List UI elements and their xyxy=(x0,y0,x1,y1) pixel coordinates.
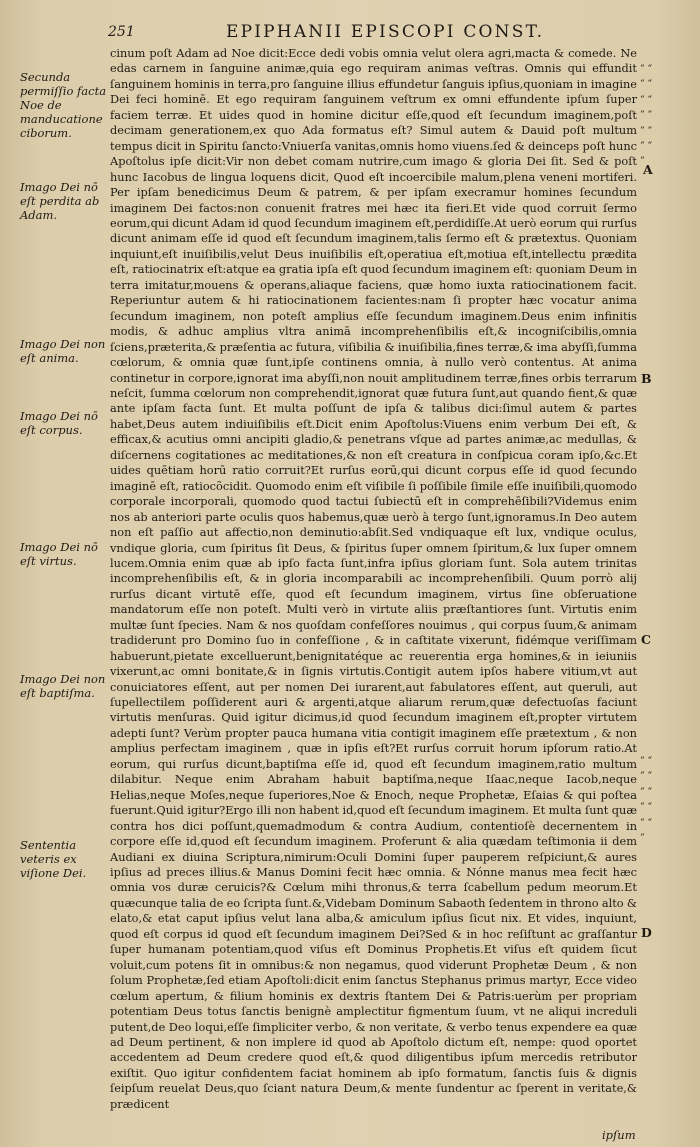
quotation-marks: “ “ “ “ “ “ “ “ “ “ “ xyxy=(640,756,653,844)
margin-note: Imago Dei nō eſt perdita ab Adam. xyxy=(20,180,100,222)
folio-number: 251 xyxy=(108,24,135,40)
margin-note: Imago Dei non eſt anima. xyxy=(20,337,106,365)
quotation-marks: “ “ “ “ “ “ “ “ “ “ “ “ “ xyxy=(640,64,653,167)
body-paragraph: cinum poſt Adam ad Noe dicit:Ecce dedi vobis omnia velut olera agri,macta & comede. Ne edas carnem in ſanguine animæ,quia ego requiram animas veſtras. Omnis qui effundit ſanguinem hominis in terra,pro ſanguine illius effundetur ſanguis ipſius,quoniam in imagine Dei feci hominē. Et ego requiram ſanguinem veſtrum ex omni effundente ipſum ſuper faciem terræ. Et uides quod in homine dicitur eſſe,quod eſt ſecundum imaginem,poſt decimam generationem,ex quo Ada formatus eſt? Simul autem & Dauid poſt multum tempus dicit in Spiritu ſancto:Vniuerſa vanitas,omnis homo viuens.ſed & deinceps poſt hunc Apoſtolus ipſe dicit:Vir non debet comam nutrire,cum imago & gloria Dei ſit. Sed & poſt hunc Iacobus de lingua loquens dicit, Quod eſt incoercibile malum,plena veneni mortiferi. Per ipſam benedicimus Deum & patrem, & per ipſam execramur homines ſecundum imaginem Dei factos:non conuenit fratres mei hæc ita fieri.Et vide quod corruit ſermo eorum,qui dicunt Adam id quod ſecundum imaginem eſt,perdidiſſe.At uerò eorum qui rurſus dicunt animam eſſe id quod eſt ſecundum imaginem,talis ſermo eſt & prætextus. Quoniam inquiunt,eſt inuiſibilis,velut Deus inuiſibilis eſt,operatiua eſt,motiua eſt,intellectu prædita eſt, ratiocinatrix eſt:atque ea gratia ipſa eſt quod ſecundum imaginem eſt: quoniam Deum in terra imitatur,mouens & operans,aliaque faciens, quæ homo iuxta ratiocinationem facit. Reperiuntur autem & hi ratiocinationem facientes:nam ſi propter hæc vocatur anima ſecundum imaginem, non poteſt amplius eſſe ſecundum imaginem.Deus enim infinitis modis, & adhuc amplius vltra animā incomprehenſibilis eſt,& incogniſcibilis,omnia ſciens,præterita,& præſentia ac futura, viſibilia & inuiſibilia,fines terræ,& ima abyſſi,ſumma cœlorum, & omnia quæ ſunt,ipſe continens omnia, à nullo verò contentus. At anima continetur in corpore,ignorat ima abyſſi,non nouit amplitudinem terræ,fines orbis terrarum neſcit, ſumma cœlorum non comprehendit,ignorat quæ futura ſunt,aut quando fient,& quæ ante ipſam facta ſunt. Et multa poſſunt de ipſa & talibus dici:ſimul autem & partes habet,Deus autem indiuiſibilis eſt.Dicit enim Apoſtolus:Viuens enim verbum Dei eſt, & efficax,& acutius omni ancipiti gladio,& penetrans vſque ad partes animæ,ac medullas, & diſcernens cogitationes ac meditationes,& non eſt creatura in conſpicua coram ipſo,&c.Et uides quētiam horū ratio corruit?Et rurſus eorū,qui dicunt corpus eſſe id quod ſecundo imaginē eſt, ratiocõcidit. Quomodo enim eſt viſibile ſi poſſibile ſimile eſſe inuiſibili,quomodo corporale incorporali, quomodo quod tactui ſubiectū eſt in comprehēſibili?Videmus enim nos ab anteriori parte oculis quos habemus,quæ uerò à tergo ſunt,ignoramus.In Deo autem non eſt paſſio aut affectio,non deminutio:abſit.Sed vndiquaque eſt lux, vndique oculus, vndique gloria, cum ſpiritus ſit Deus, & ſpiritus ſuper omnem ſpiritum,& lux ſuper omnem lucem.Omnia enim quæ ab ipſo facta ſunt,infra ipſius gloriam ſunt. Sola autem trinitas incomprehenſibilis eſt, & in gloria incomparabili ac incomprehenſibili. Quum porrò alij rurſus dicant virtutē eſſe, quod eſt ſecundum imaginem, virtus ſine obſeruatione mandatorum eſſe non poteſt. Multi verò in virtute aliis præſtantiores ſunt. Virtutis enim multæ ſunt ſpecies. Nam & nos quoſdam confeſſores nouimus , qui corpus ſuum,& animam tradiderunt pro Domino ſuo in confeſſione , & in caſtitate vixerunt, fidémque veriſſimam habuerunt,pietate excelluerunt,benignitatéque ac reuerentia erga homines,& in ieiuniis vixerunt,ac omni bonitate,& in ſignis virtutis.Contigit autem ipſos habere vitium,vt aut conuiciatores eſſent, aut per nomen Dei iurarent,aut fabulatores eſſent, aut queruli, aut ſupellectilem poſſiderent auri & argenti,atque aliarum rerum,quæ defectuoſas faciunt virtutis menſuras. Quid igitur dicimus,id quod ſecundum imaginem eſt,propter virtutem adepti ſunt? Verùm propter pauca humana vitia contigit imaginem eſſe prætextum , & non amplius perfectam imaginem , quæ in ipſis eſt?Et rurſus corruit horum ipſorum ratio.At eorum, qui rurſus dicunt,baptiſma eſſe id, quod eſt ſecundum imaginem,ratio multum dilabitur. Neque enim Abraham habuit baptiſma,neque Iſaac,neque Iacob,neque Helias,neque Moſes,neque ſuperiores,Noe & Enoch, neque Prophetæ, Eſaias & qui poſtea fuerunt.Quid igitur?Ergo illi non habent id,quod eſt ſecundum imaginem. Et multa ſunt quæ contra hos dici poſſunt,quemadmodum & contra Audium, contentioſè decernentem in corpore eſſe id,quod eſt ſecundum imaginem. Proferunt & alia quædam teſtimonia ii dem Audiani ex diuina Scriptura,nimirum:Oculi Domini ſuper pauperem reſpiciunt,& aures ipſius ad preces illius.& Manus Domini fecit hæc omnia. & Nónne manus mea fecit hæc omnia vos duræ ceruicis?& Cœlum mihi thronus,& terra ſcabellum pedum meorum.Et quæcunque talia de eo ſcripta ſunt.&,Videbam Dominum Sabaoth ſedentem in throno alto & elato,& etat caput ipſius velut lana alba,& amiculum ipſius ſicut nix. Et vides, inquiunt, quod eſt corpus id quod eſt ſecundum imaginem Dei?Sed & in hoc reſiſtunt ac graſſantur ſuper humanam potentiam,quod viſus eſt Dominus Prophetis.Et viſus eſt quidem ſicut voluit,cum potens ſit in omnibus:& non negamus, quod viderunt Prophetæ Deum , & non ſolum Prophetæ,ſed etiam Apoſtoli:dicit enim ſanctus Stephanus primus martyr, Ecce video cœlum apertum, & filium hominis ex dextris ſtantem Dei & Patris:uerùm per propriam potentiam Deus totus ſanctis benignè amplectitur figmentum ſuum, vt ne aliqui increduli putent,de Deo loqui,eſſe ſimpliciter verbo, & non veritate, & verbo tenus expendere ea quæ ad Deum pertinent, & non implere id quod ab Apoſtolo dictum eſt, nempe: quod oportet accedentem ad Deum credere quod eſt,& quod diligentibus ipſum mercedis retributor exiſtit. Quo igitur confidentem faciat hominem ab ipſo formatum, ſanctis ſuis & dignis ſeipſum reuelat Deus,quo ſciant natura Deum,& mente ſundentur ac ſperent in veritate,& prædicent xyxy=(110,46,637,1111)
margin-note: Imago Dei nō eſt corpus. xyxy=(20,409,98,437)
margin-note: Sententia veteris ex viſione Dei. xyxy=(20,838,87,880)
catchword: ipſum xyxy=(602,1128,636,1142)
margin-note: Secunda permiſſio facta Noe de manducatione ciborum. xyxy=(20,70,107,140)
page-header xyxy=(108,22,668,42)
section-letter-b: B xyxy=(641,371,652,386)
main-text xyxy=(110,46,637,1112)
section-letter-d: D xyxy=(641,925,652,940)
section-letter-c: C xyxy=(641,632,651,647)
margin-note: Imago Dei nō eſt virtus. xyxy=(20,540,98,568)
running-title: EPIPHANII EPISCOPI CONST. xyxy=(226,22,545,42)
section-letter-a: A xyxy=(643,162,653,177)
margin-note: Imago Dei non eſt baptiſma. xyxy=(20,672,106,700)
